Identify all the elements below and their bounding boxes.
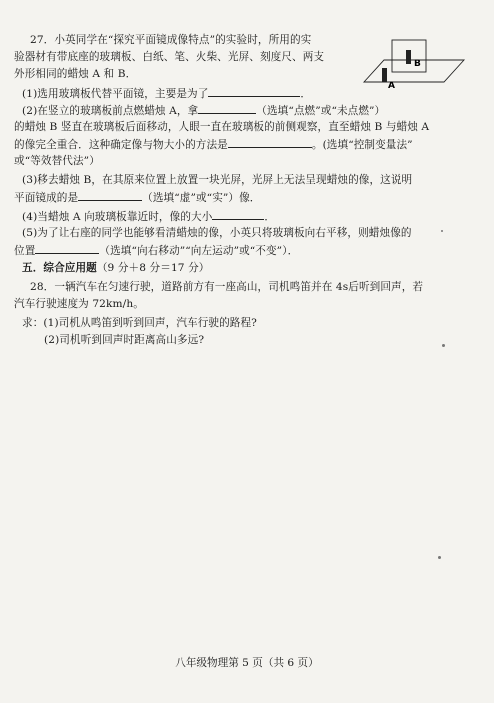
scan-speck [442, 344, 445, 347]
figure-label-b: B [414, 59, 421, 69]
q28-line-2: 汽车行驶速度为 72km/h。 [14, 298, 144, 310]
q28-line-1: 28．一辆汽车在匀速行驶，道路前方有一座高山，司机鸣笛并在 4s后听到回声，若 [30, 281, 424, 293]
q27-part-2-line-2: 的蜡烛 B 竖直在玻璃板后面移动，人眼一直在玻璃板的前侧观察，直至蜡烛 B 与蜡烛 A [14, 121, 430, 133]
q27-part-2-line-1: (2)在竖立的玻璃板前点燃蜡烛 A，拿 （选填“点燃”或“未点燃”） [22, 105, 386, 117]
answer-blank-1[interactable] [208, 86, 300, 97]
glass-plate-figure [362, 38, 466, 92]
page-footer: 八年级物理第 5 页（共 6 页） [175, 657, 319, 669]
q28-ask-1: 求：(1)司机从鸣笛到听到回声，汽车行驶的路程? [22, 317, 257, 329]
q27-part-1: (1)选用玻璃板代替平面镜，主要是为了 ． [22, 88, 312, 100]
q27-part-3-line-2: 平面镜成的是 （选填“虚”或“实”）像． [14, 192, 261, 204]
q27-part-3-line-1: (3)移去蜡烛 B，在其原来位置上放置一块光屏，光屏上无法呈现蜡烛的像，这说明 [22, 174, 413, 186]
scan-speck [441, 230, 443, 232]
section-5-score: （9 分＋8 分＝17 分） [96, 262, 210, 274]
q27-intro-line-1: 27．小英同学在“探究平面镜成像特点”的实验时，所用的实 [30, 34, 312, 46]
answer-blank-2[interactable] [198, 103, 256, 114]
scan-speck [438, 556, 441, 559]
answer-blank-4[interactable] [78, 190, 142, 201]
q28-ask-2: (2)司机听到回声时距离高山多远? [44, 334, 205, 346]
q27-part-4: (4)当蜡烛 A 向玻璃板靠近时，像的大小 ． [22, 211, 276, 223]
q27-part-5-line-1: (5)为了让右座的同学也能够看清蜡烛的像，小英只将玻璃板向右平移，则蜡烛像的 [22, 227, 412, 239]
q27-intro-line-3: 外形相同的蜡烛 A 和 B． [14, 68, 137, 80]
answer-blank-5[interactable] [212, 209, 264, 220]
q27-part-5-line-2: 位置 （选填“向右移动”“向左运动”或“不变”）． [14, 245, 299, 257]
q27-part-2-line-4: 或“等效替代法”） [14, 155, 100, 167]
answer-blank-3[interactable] [228, 137, 312, 148]
q27-part-2-line-3: 的像完全重合．这种确定像与物大小的方法是 。(选填“控制变量法” [14, 139, 413, 151]
figure-label-a: A [388, 81, 395, 91]
answer-blank-6[interactable] [35, 243, 99, 254]
q27-intro-line-2: 验器材有带底座的玻璃板、白纸、笔、火柴、光屏、刻度尺、两支 [14, 51, 325, 63]
section-5-title: 五．综合应用题 [22, 262, 97, 274]
section-5-heading [22, 261, 209, 275]
